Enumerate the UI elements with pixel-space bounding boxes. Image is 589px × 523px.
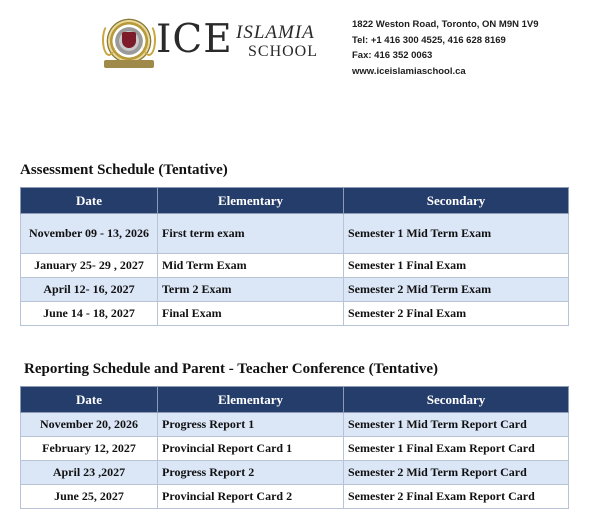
date-cell: June 25, 2027 — [21, 485, 158, 509]
assessment-schedule-title: Assessment Schedule (Tentative) — [20, 162, 228, 178]
date-cell: November 09 - 13, 2026 — [21, 214, 158, 254]
reporting-schedule-title: Reporting Schedule and Parent - Teacher Conference (Tentative) — [24, 361, 439, 377]
secondary-cell: Semester 2 Mid Term Exam — [344, 278, 569, 302]
table-row — [21, 302, 569, 326]
date-cell: April 12- 16, 2027 — [21, 278, 158, 302]
column-header-elementary: Elementary — [158, 188, 344, 214]
column-header-secondary: Secondary — [344, 387, 569, 413]
table-row — [21, 214, 569, 254]
letterhead — [0, 0, 589, 90]
column-header-elementary: Elementary — [158, 387, 344, 413]
secondary-cell: Semester 2 Final Exam Report Card — [344, 485, 569, 509]
elementary-cell: Progress Report 1 — [158, 413, 344, 437]
contact-address: 1822 Weston Road, Toronto, ON M9N 1V9 — [352, 19, 539, 30]
contact-fax: Fax: 416 352 0063 — [352, 50, 433, 61]
column-header-secondary: Secondary — [344, 188, 569, 214]
elementary-cell: Provincial Report Card 1 — [158, 437, 344, 461]
logo-wordmark-islamia: ISLAMIA — [236, 22, 315, 43]
school-crest-icon — [106, 18, 152, 64]
date-cell: January 25- 29 , 2027 — [21, 254, 158, 278]
elementary-cell: Term 2 Exam — [158, 278, 344, 302]
date-cell: February 12, 2027 — [21, 437, 158, 461]
reporting-schedule-table — [20, 386, 569, 509]
table-row — [21, 461, 569, 485]
secondary-cell: Semester 1 Final Exam — [344, 254, 569, 278]
table-header-row — [21, 188, 569, 214]
assessment-schedule-table — [20, 187, 569, 326]
crest-ribbon — [104, 60, 154, 68]
logo-wordmark-ice: ICE — [156, 17, 233, 62]
contact-website[interactable]: www.iceislamiaschool.ca — [352, 65, 466, 77]
elementary-cell: Progress Report 2 — [158, 461, 344, 485]
logo-wordmark-school: SCHOOL — [248, 43, 319, 60]
table-header-row — [21, 387, 569, 413]
elementary-cell: Final Exam — [158, 302, 344, 326]
date-cell: April 23 ,2027 — [21, 461, 158, 485]
secondary-cell: Semester 2 Mid Term Report Card — [344, 461, 569, 485]
date-cell: November 20, 2026 — [21, 413, 158, 437]
elementary-cell: Mid Term Exam — [158, 254, 344, 278]
table-row — [21, 413, 569, 437]
contact-block — [352, 17, 539, 79]
elementary-cell: First term exam — [158, 214, 344, 254]
elementary-cell: Provincial Report Card 2 — [158, 485, 344, 509]
contact-phone: Tel: +1 416 300 4525, 416 628 8169 — [352, 34, 506, 46]
secondary-cell: Semester 1 Mid Term Report Card — [344, 413, 569, 437]
table-row — [21, 278, 569, 302]
table-row — [21, 437, 569, 461]
secondary-cell: Semester 1 Mid Term Exam — [344, 214, 569, 254]
date-cell: June 14 - 18, 2027 — [21, 302, 158, 326]
table-row — [21, 254, 569, 278]
column-header-date: Date — [21, 188, 158, 214]
secondary-cell: Semester 1 Final Exam Report Card — [344, 437, 569, 461]
secondary-cell: Semester 2 Final Exam — [344, 302, 569, 326]
table-row — [21, 485, 569, 509]
column-header-date: Date — [21, 387, 158, 413]
